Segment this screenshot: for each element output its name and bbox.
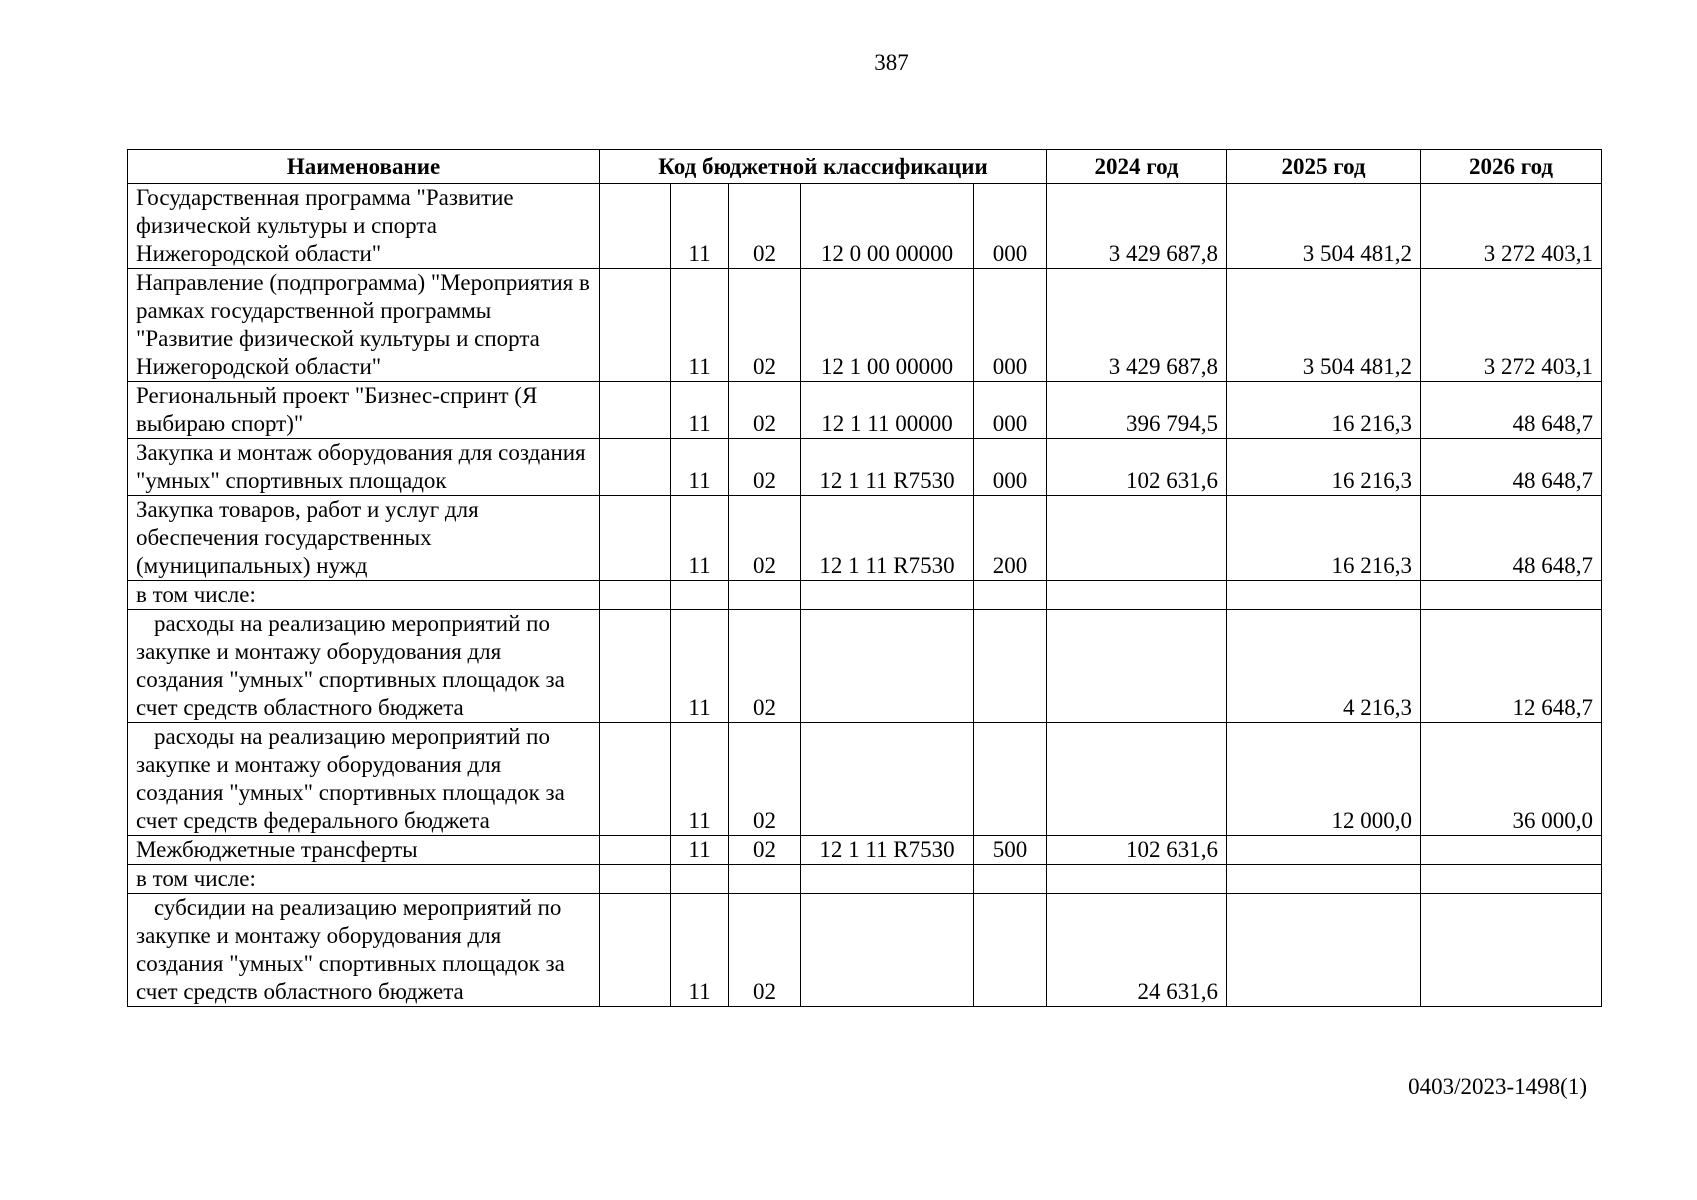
code-target-article xyxy=(801,865,974,894)
code-section xyxy=(671,581,729,610)
code-subsection xyxy=(729,581,801,610)
code-section: 11 xyxy=(671,836,729,865)
amount-2026 xyxy=(1421,581,1602,610)
header-row xyxy=(128,150,1602,184)
amount-2025 xyxy=(1227,836,1421,865)
amount-2024 xyxy=(1047,581,1227,610)
document-reference: 0403/2023-1498(1) xyxy=(1408,1074,1587,1099)
code-target-article xyxy=(801,723,974,836)
table-row xyxy=(128,894,1602,1007)
amount-2024 xyxy=(1047,610,1227,723)
amount-2025: 16 216,3 xyxy=(1227,496,1421,581)
table-row xyxy=(128,581,1602,610)
code-expense-type: 000 xyxy=(974,269,1047,382)
code-col-1 xyxy=(600,496,671,581)
code-section: 11 xyxy=(671,496,729,581)
code-section: 11 xyxy=(671,439,729,496)
code-expense-type: 500 xyxy=(974,836,1047,865)
code-section: 11 xyxy=(671,184,729,269)
code-expense-type xyxy=(974,894,1047,1007)
table-row xyxy=(128,439,1602,496)
table-body xyxy=(128,184,1602,1007)
code-target-article: 12 1 11 R7530 xyxy=(801,496,974,581)
row-name: Направление (подпрограмма) "Мероприятия в рамках государственной программы "Развитие физической культуры и спорта Нижегородской области" xyxy=(128,269,600,382)
code-expense-type: 200 xyxy=(974,496,1047,581)
amount-2026: 3 272 403,1 xyxy=(1421,184,1602,269)
code-expense-type xyxy=(974,723,1047,836)
code-target-article: 12 1 11 R7530 xyxy=(801,439,974,496)
code-target-article xyxy=(801,581,974,610)
code-col-1 xyxy=(600,610,671,723)
amount-2024 xyxy=(1047,723,1227,836)
amount-2026: 12 648,7 xyxy=(1421,610,1602,723)
table-row xyxy=(128,836,1602,865)
amount-2026 xyxy=(1421,836,1602,865)
amount-2024: 3 429 687,8 xyxy=(1047,269,1227,382)
code-expense-type xyxy=(974,610,1047,723)
code-target-article: 12 1 11 00000 xyxy=(801,382,974,439)
code-subsection: 02 xyxy=(729,439,801,496)
row-name: субсидии на реализацию мероприятий по закупке и монтажу оборудования для создания "умных" спортивных площадок за счет средств областного бюджета xyxy=(128,894,600,1007)
row-name: в том числе: xyxy=(128,581,600,610)
amount-2025: 16 216,3 xyxy=(1227,439,1421,496)
amount-2025: 16 216,3 xyxy=(1227,382,1421,439)
amount-2024 xyxy=(1047,865,1227,894)
amount-2024: 396 794,5 xyxy=(1047,382,1227,439)
code-expense-type xyxy=(974,865,1047,894)
amount-2026: 48 648,7 xyxy=(1421,382,1602,439)
amount-2024: 3 429 687,8 xyxy=(1047,184,1227,269)
code-col-1 xyxy=(600,184,671,269)
header-code: Код бюджетной классификации xyxy=(600,150,1047,184)
code-expense-type xyxy=(974,581,1047,610)
amount-2026: 36 000,0 xyxy=(1421,723,1602,836)
table-row xyxy=(128,496,1602,581)
row-name: Закупка товаров, работ и услуг для обеспечения государственных (муниципальных) нужд xyxy=(128,496,600,581)
budget-table xyxy=(127,149,1602,1007)
row-name: Региональный проект "Бизнес-спринт (Я выбираю спорт)" xyxy=(128,382,600,439)
amount-2024: 102 631,6 xyxy=(1047,439,1227,496)
header-2026: 2026 год xyxy=(1421,150,1602,184)
code-target-article: 12 0 00 00000 xyxy=(801,184,974,269)
row-name: в том числе: xyxy=(128,865,600,894)
amount-2026: 3 272 403,1 xyxy=(1421,269,1602,382)
code-section: 11 xyxy=(671,269,729,382)
code-subsection: 02 xyxy=(729,894,801,1007)
code-col-1 xyxy=(600,836,671,865)
page-number: 387 xyxy=(874,50,909,75)
code-section: 11 xyxy=(671,610,729,723)
amount-2024: 102 631,6 xyxy=(1047,836,1227,865)
amount-2026: 48 648,7 xyxy=(1421,439,1602,496)
code-col-1 xyxy=(600,439,671,496)
amount-2025: 12 000,0 xyxy=(1227,723,1421,836)
amount-2026: 48 648,7 xyxy=(1421,496,1602,581)
header-name: Наименование xyxy=(128,150,600,184)
table-row xyxy=(128,723,1602,836)
code-subsection: 02 xyxy=(729,382,801,439)
code-target-article: 12 1 00 00000 xyxy=(801,269,974,382)
code-section: 11 xyxy=(671,382,729,439)
amount-2026 xyxy=(1421,894,1602,1007)
table-row xyxy=(128,269,1602,382)
code-col-1 xyxy=(600,894,671,1007)
code-section xyxy=(671,865,729,894)
table-row xyxy=(128,865,1602,894)
table-row xyxy=(128,382,1602,439)
code-col-1 xyxy=(600,723,671,836)
code-target-article: 12 1 11 R7530 xyxy=(801,836,974,865)
code-subsection: 02 xyxy=(729,610,801,723)
code-target-article xyxy=(801,610,974,723)
amount-2026 xyxy=(1421,865,1602,894)
code-col-1 xyxy=(600,865,671,894)
code-col-1 xyxy=(600,382,671,439)
code-subsection: 02 xyxy=(729,269,801,382)
amount-2024: 24 631,6 xyxy=(1047,894,1227,1007)
amount-2025 xyxy=(1227,581,1421,610)
header-2025: 2025 год xyxy=(1227,150,1421,184)
table-row xyxy=(128,184,1602,269)
code-subsection: 02 xyxy=(729,836,801,865)
code-subsection: 02 xyxy=(729,496,801,581)
table-row xyxy=(128,610,1602,723)
amount-2025 xyxy=(1227,865,1421,894)
row-name: Государственная программа "Развитие физической культуры и спорта Нижегородской области" xyxy=(128,184,600,269)
row-name: расходы на реализацию мероприятий по закупке и монтажу оборудования для создания "умных" спортивных площадок за счет средств областного бюджета xyxy=(128,610,600,723)
row-name: расходы на реализацию мероприятий по закупке и монтажу оборудования для создания "умных" спортивных площадок за счет средств федерального бюджета xyxy=(128,723,600,836)
code-subsection xyxy=(729,865,801,894)
code-expense-type: 000 xyxy=(974,439,1047,496)
code-subsection: 02 xyxy=(729,723,801,836)
code-section: 11 xyxy=(671,723,729,836)
code-expense-type: 000 xyxy=(974,184,1047,269)
amount-2024 xyxy=(1047,496,1227,581)
row-name: Межбюджетные трансферты xyxy=(128,836,600,865)
row-name: Закупка и монтаж оборудования для создания "умных" спортивных площадок xyxy=(128,439,600,496)
code-subsection: 02 xyxy=(729,184,801,269)
amount-2025 xyxy=(1227,894,1421,1007)
code-section: 11 xyxy=(671,894,729,1007)
code-col-1 xyxy=(600,581,671,610)
amount-2025: 3 504 481,2 xyxy=(1227,269,1421,382)
amount-2025: 4 216,3 xyxy=(1227,610,1421,723)
code-expense-type: 000 xyxy=(974,382,1047,439)
code-target-article xyxy=(801,894,974,1007)
amount-2025: 3 504 481,2 xyxy=(1227,184,1421,269)
code-col-1 xyxy=(600,269,671,382)
header-2024: 2024 год xyxy=(1047,150,1227,184)
